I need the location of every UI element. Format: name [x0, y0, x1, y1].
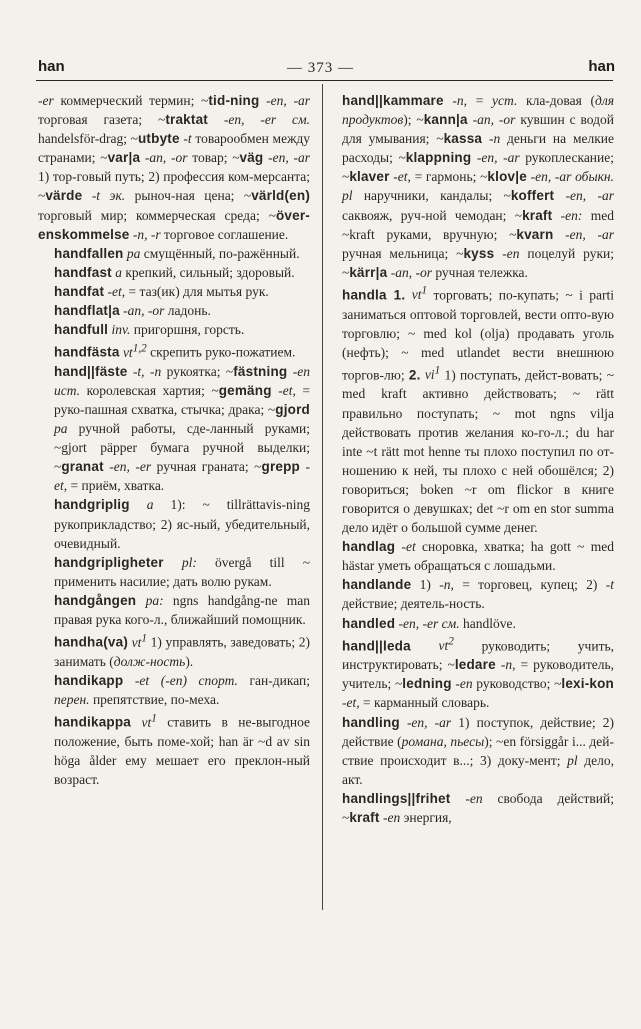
dictionary-entry: handfallen pa смущённый, по-ражённый.	[54, 245, 300, 261]
dictionary-entry: hand||leda $vt^2$ руководить; учить, инструктировать; ~ledare -n, = руководитель, учитель; ~ledning -en руководство; ~lexi-kon -et, = карманный словарь.	[342, 635, 615, 711]
dictionary-entry: handlande 1) -n, = торговец, купец; 2) -t действие; деятель-ность.	[342, 577, 615, 612]
header-rule	[36, 80, 613, 81]
dictionary-entry: hand||kammare -n, = уст. кла-довая (для продуктов); ~kann|a -an, -or кувшин с водой для умывания; ~kassa -n деньги на мелкие расходы; ~klappning -en, -ar рукоплескание; ~klaver -et, = гармонь; ~klov|e -en, -ar обыкн. pl наручники, кандалы; ~koffert -en, -ar саквояж, руч-ной чемодан; ~kraft -en: med ~kraft руками, вручную; ~kvarn -en, -ar ручная мельница; ~kyss -en поцелуй руки; ~kärr|a -an, -or ручная тележка.	[342, 93, 615, 280]
dictionary-entry: handflat|a -an, -or ладонь.	[54, 303, 211, 319]
running-head-right: han	[588, 58, 615, 75]
dictionary-entry: handikappa $vt^1$ ставить в не-выгодное положение, быть поме-хой; han är ~d av sin höga ålder ему мешает его преклон-ный возраст.	[54, 712, 310, 787]
dictionary-entry: handikapp -et (-en) спорт. ган-дикап; перен. препятствие, по-меха.	[54, 672, 310, 707]
dictionary-entry: handling -en, -ar 1) поступок, действие; 2) действие (романа, пьесы); ~en försiggår i... дей-ствие происходит в...; 3) доку-мент; pl дело, акт.	[342, 714, 614, 787]
dictionary-entry: handha(va) $vt^1$ 1) управлять, заведовать; 2) занимать (долж-ность).	[54, 632, 310, 669]
column-divider	[322, 84, 323, 910]
running-head-left: han	[38, 58, 65, 75]
dictionary-entry: hand||fäste -t, -n рукоятка; ~fästning -en ист. королевская хартия; ~gemäng -et, = руко-пашная схватка, стычка; драка; ~gjord pa ручной работы, сде-ланный руками; ~gjort päpper бумага ручной выделки; ~granat -en, -er ручная граната; ~grepp -et, = приём, хватка.	[54, 363, 311, 494]
dictionary-entry: handfast a крепкий, сильный; здоровый.	[54, 264, 295, 280]
left-column	[38, 91, 310, 789]
right-column	[326, 91, 614, 827]
dictionary-entry: handla 1. $vt^1$ торговать; по-купать; ~ i parti заниматься оптовой торговлей, вести опто-вую торговлю; ~ med kol (olja) продавать уголь (нефть); ~ med utlandet вести внешнюю торгов-лю; 2. $vi^1$ 1) поступать, дейст-вовать; ~ med kraft активно действовать; ~ rätt правильно поступать; ~ mot ngns vilja действовать против желания ко-го-л.; du har inte ~t rätt mot henne ты плохо поступил по от-ношению к ней, ты плохо с ней обошёлся; 2) говориться; boken ~r om flickor в книге говорится о девушках; det ~r om en stor summa дело идёт о большой сумме денег.	[342, 284, 614, 536]
dictionary-entry: handlings||frihet -en свобода действий; ~kraft -en энергия,	[342, 790, 614, 825]
page-number: — 373 —	[287, 60, 354, 76]
dictionary-entry: handlag -et сноровка, хватка; ha gott ~ med hästar уметь обращаться с лошадьми.	[342, 539, 614, 574]
dictionary-entry: -er коммерческий термин; ~tid-ning -en, -ar торговая газета; ~traktat -en, -er см. handelsför-drag; ~utbyte -t товарообмен между странами; ~var|a -an, -or товар; ~väg -en, -ar 1) тор-говый путь; 2) профессия ком-мерсанта; ~värde -t эк. рыноч-ная цена; ~värld(en) торговый мир; коммерческая среда; ~över-enskommelse -n, -r торговое соглашение.	[38, 93, 311, 242]
dictionary-entry: handgriplig a 1): ~ tillrättavis-ning рукоприкладство; 2) яс-ный, убедительный, очевидный.	[54, 497, 310, 551]
dictionary-entry: handfull inv. пригоршня, горсть.	[54, 322, 245, 338]
dictionary-entry: handfästa vt$^{1,2}$ скрепить руко-пожатием.	[54, 342, 296, 360]
dictionary-entry: handgången pa: ngns handgång-ne man правая рука кого-л., ближайший помощник.	[54, 592, 311, 628]
dictionary-entry: handled -en, -er см. handlöve.	[342, 615, 516, 631]
dictionary-entry: handgripligheter pl: övergå till ~ применить насилие; дать волю рукам.	[54, 554, 310, 589]
dictionary-entry: handfat -et, = таз(ик) для мытья рук.	[54, 283, 269, 299]
